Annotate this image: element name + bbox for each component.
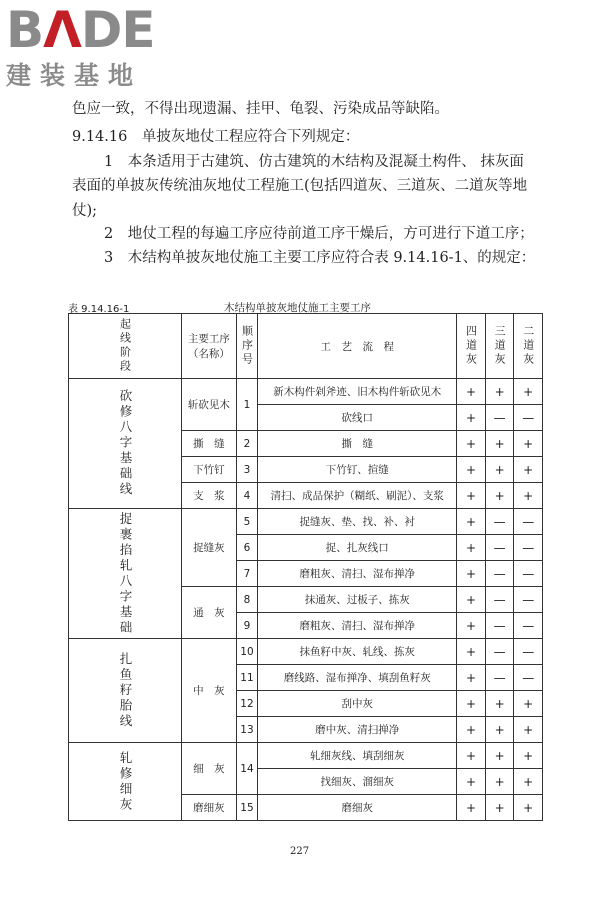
mark-four: + [457,431,486,457]
seq-cell: 10 [236,639,257,665]
seq-cell: 11 [236,665,257,691]
page-number: 227 [290,846,310,857]
paragraph-line: 1 本条适用于古建筑、仿古建筑的木结构及混凝土构件、 抹灰面 [104,154,524,170]
flow-cell: 捉、扎灰线口 [258,535,457,561]
seq-cell: 5 [236,509,257,535]
header-two-coat: 二道灰 [514,314,543,379]
mark-four: + [457,613,486,639]
mark-four: + [457,561,486,587]
mark-four: + [457,405,486,431]
seq-cell: 8 [236,587,257,613]
header-seq: 顺序号 [236,314,257,379]
mark-two: — [514,639,543,665]
logo-letter-a: Λ [43,1,81,59]
stage-cell: 扎鱼籽胎线 [69,639,182,743]
mark-two: + [514,769,543,795]
process-cell: 捉缝灰 [182,509,237,587]
mark-four: + [457,743,486,769]
stage-cell: 轧修细灰 [69,743,182,821]
flow-cell: 磨线路、湿布掸净、填刮鱼籽灰 [258,665,457,691]
mark-three: — [485,587,514,613]
mark-two: + [514,743,543,769]
mark-three: + [485,769,514,795]
process-cell: 支 浆 [182,483,237,509]
mark-four: + [457,587,486,613]
mark-two: + [514,717,543,743]
table-row [69,743,543,769]
seq-cell: 13 [236,717,257,743]
mark-four: + [457,535,486,561]
mark-two: + [514,457,543,483]
seq-cell: 4 [236,483,257,509]
flow-cell: 新木构件剁斧迹、旧木构件斩砍见木 [258,379,457,405]
mark-four: + [457,457,486,483]
mark-four: + [457,379,486,405]
logo-subtitle: 建装基地 [6,61,143,90]
mark-three: — [485,509,514,535]
table-title: 木结构单披灰地仗施工主要工序 [224,302,371,314]
mark-four: + [457,639,486,665]
flow-cell: 清扫、成品保护（糊纸、刷泥）、支浆 [258,483,457,509]
mark-two: — [514,665,543,691]
paragraph-line: 2 地仗工程的每遍工序应待前道工序干燥后，方可进行下道工序； [104,226,534,242]
header-stage: 起线阶段 [69,314,182,379]
mark-three: — [485,613,514,639]
header-main-process: 主要工序（名称） [182,314,237,379]
mark-four: + [457,483,486,509]
seq-cell: 3 [236,457,257,483]
mark-two: — [514,535,543,561]
mark-two: — [514,561,543,587]
flow-cell: 磨粗灰、清扫、湿布掸净 [258,561,457,587]
flow-cell: 磨细灰 [258,795,457,821]
mark-four: + [457,665,486,691]
paragraph-line: 表面的单披灰传统油灰地仗工程施工(包括四道灰、三道灰、二道灰等地 [72,178,528,194]
process-cell: 撕 缝 [182,431,237,457]
flow-cell: 轧细灰线、填刮细灰 [258,743,457,769]
mark-three: — [485,665,514,691]
flow-cell: 捉缝灰、垫、找、补、衬 [258,509,457,535]
mark-two: + [514,379,543,405]
mark-two: — [514,405,543,431]
flow-cell: 抹通灰、过板子、拣灰 [258,587,457,613]
flow-cell: 磨粗灰、清扫、湿布掸净 [258,613,457,639]
process-table [68,313,543,821]
flow-cell: 撕 缝 [258,431,457,457]
mark-four: + [457,795,486,821]
mark-three: + [485,717,514,743]
mark-two: — [514,587,543,613]
process-cell: 下竹钉 [182,457,237,483]
stage-cell: 砍修八字基础线 [69,379,182,509]
table-row [69,639,543,665]
logo-wordmark [6,1,176,59]
process-cell: 通 灰 [182,587,237,639]
flow-cell: 下竹钉、揎缝 [258,457,457,483]
mark-four: + [457,509,486,535]
process-cell: 细 灰 [182,743,237,795]
flow-cell: 磨中灰、清扫掸净 [258,717,457,743]
header-three-coat: 三道灰 [485,314,514,379]
flow-cell: 砍线口 [258,405,457,431]
header-four-coat: 四道灰 [457,314,486,379]
mark-three: + [485,743,514,769]
table-number: 表 9.14.16-1 [68,304,130,315]
seq-cell: 7 [236,561,257,587]
table-header-row [69,314,543,379]
stage-cell: 捉裹掐轧八字基础 [69,509,182,639]
seq-cell: 1 [236,379,257,431]
mark-two: + [514,431,543,457]
mark-four: + [457,691,486,717]
process-cell: 斩砍见木 [182,379,237,431]
logo-letter-b: B [6,1,44,59]
paragraph-line: 仗); [72,203,98,219]
mark-four: + [457,769,486,795]
mark-two: — [514,613,543,639]
seq-cell: 6 [236,535,257,561]
section-heading: 9.14.16 单披灰地仗工程应符合下列规定： [72,129,360,145]
mark-three: — [485,561,514,587]
seq-cell: 12 [236,691,257,717]
mark-three: + [485,379,514,405]
process-cell: 磨细灰 [182,795,237,821]
process-cell: 中 灰 [182,639,237,743]
paragraph-line: 色应一致，不得出现遗漏、挂甲、龟裂、污染成品等缺陷。 [72,101,449,117]
paragraph-line: 3 木结构单披灰地仗施工主要工序应符合表 9.14.16-1、的规定： [104,250,536,266]
mark-three: — [485,639,514,665]
flow-cell: 找细灰、溜细灰 [258,769,457,795]
mark-three: + [485,431,514,457]
mark-two: + [514,795,543,821]
seq-cell: 15 [236,795,257,821]
flow-cell: 刮中灰 [258,691,457,717]
mark-three: — [485,535,514,561]
logo [6,1,176,90]
header-flow: 工 艺 流 程 [258,314,457,379]
flow-cell: 抹鱼籽中灰、轧线、拣灰 [258,639,457,665]
mark-two: — [514,509,543,535]
seq-cell: 2 [236,431,257,457]
mark-two: + [514,691,543,717]
mark-three: + [485,691,514,717]
mark-three: + [485,457,514,483]
table-row [69,379,543,405]
mark-two: + [514,483,543,509]
seq-cell: 9 [236,613,257,639]
mark-three: + [485,483,514,509]
mark-three: + [485,795,514,821]
mark-three: — [485,405,514,431]
logo-letters-de: DE [80,1,155,59]
seq-cell: 14 [236,743,257,795]
mark-four: + [457,717,486,743]
table-row [69,509,543,535]
